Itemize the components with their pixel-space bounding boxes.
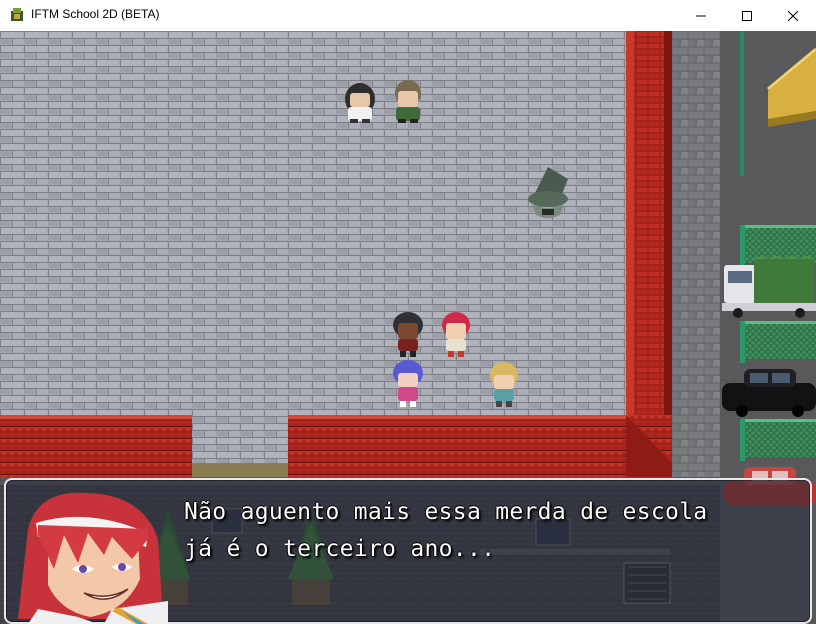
close-icon: [788, 11, 798, 21]
window-title: IFTM School 2D (BETA): [31, 7, 160, 21]
fence-segment: [740, 321, 816, 363]
maximize-button[interactable]: [724, 0, 770, 31]
speaker-portrait: [8, 489, 168, 624]
title-bar: [0, 0, 816, 32]
maximize-icon: [742, 11, 752, 21]
dialog-line-1: Não aguento mais essa merda de escola: [184, 499, 708, 525]
npc-student-green-jacket[interactable]: [395, 80, 421, 123]
fence-segment: [740, 419, 816, 461]
close-button[interactable]: [770, 0, 816, 31]
app-icon: [9, 7, 25, 23]
roof-left: [0, 415, 192, 477]
roof-right: [288, 415, 672, 477]
dialog-line-2: já é o terceiro ano...: [184, 536, 496, 562]
game-viewport[interactable]: [0, 31, 816, 624]
minimize-icon: [696, 11, 706, 21]
courtyard-floor: [0, 31, 626, 417]
minimize-button[interactable]: [678, 0, 724, 31]
green-truck: [722, 256, 816, 318]
npc-student-dark-hair[interactable]: [345, 83, 375, 123]
